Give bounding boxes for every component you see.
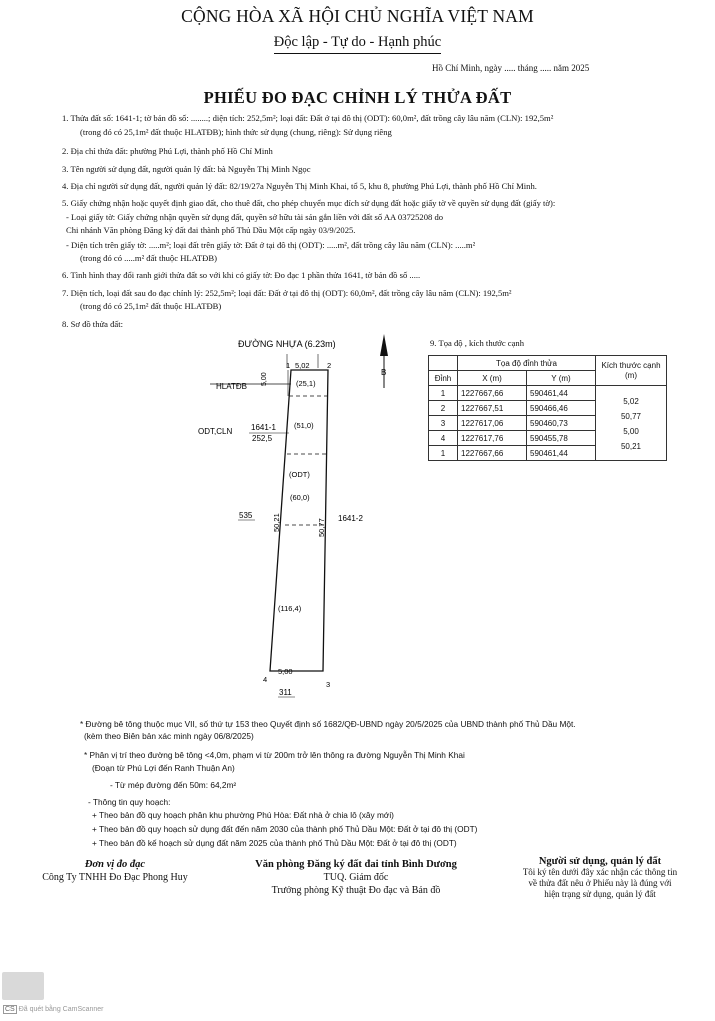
note-6: - Thông tin quy hoạch: xyxy=(88,797,171,807)
item-3: 3. Tên người sử dụng đất, người quản lý đất: bà Nguyễn Thị Minh Ngọc xyxy=(62,164,311,174)
coordinate-table xyxy=(428,355,667,461)
signature-surveyor xyxy=(40,858,190,884)
x-cell: 1227667,66 xyxy=(458,446,527,461)
surveyor-title: Đơn vị đo đạc xyxy=(84,859,146,870)
size-header: Kích thước cạnh (m) xyxy=(596,356,667,386)
motto-text: Độc lập - Tự do - Hạnh phúc xyxy=(274,34,441,54)
item-5a: 5. Giấy chứng nhận hoặc quyết định giao đất, cho thuê đất, cho phép chuyển mục đích sử dụng đất hoặc giấy tờ về quyền sử dụng đất (giấy tờ): xyxy=(62,198,556,208)
vertex-4: 4 xyxy=(263,675,268,684)
odt-area: (60,0) xyxy=(290,493,310,502)
coord-header: Tọa độ đỉnh thửa xyxy=(458,356,596,371)
cs-text: Đã quét bằng CamScanner xyxy=(18,1006,104,1013)
date-line: Hồ Chí Minh, ngày ..... tháng ..... năm 2025 xyxy=(432,63,590,73)
item-1a: 1. Thửa đất số: 1641-1; tờ bản đồ số: ........; diện tích: 252,5m²; loại đất: Đất ở tại đô thị (ODT): 60,0m², đất trồng cây lâu năm (CLN): 192,5m² xyxy=(62,113,554,123)
owner-line-2: về thửa đất nêu ở Phiếu này là đúng với xyxy=(528,878,672,888)
office-title: Văn phòng Đăng ký đất đai tỉnh Bình Dương xyxy=(255,859,457,870)
document-title: PHIẾU ĐO ĐẠC CHỈNH LÝ THỬA ĐẤT xyxy=(203,88,512,107)
item-5d: - Diện tích trên giấy tờ: .....m²; loại đất trên giấy tờ: Đất ở tại đô thị (ODT): .....m², đất trồng cây lâu năm (CLN): .....m² xyxy=(66,240,476,250)
parcel-no: 1641-1 xyxy=(251,423,276,432)
vertex-cell: 4 xyxy=(429,431,458,446)
note-8: + Theo bản đồ quy hoạch sử dụng đất đến năm 2030 của thành phố Thủ Dầu Một: Đất ở tại đô thị (ODT) xyxy=(92,824,478,834)
north-label: B xyxy=(381,368,387,377)
right-length: 50,77 xyxy=(317,518,326,537)
x-col: X (m) xyxy=(458,371,527,386)
size-cell xyxy=(596,386,667,461)
vertex-3: 3 xyxy=(326,680,331,689)
note-1: * Đường bê tông thuộc mục VII, số thứ tự 153 theo Quyết định số 1682/QĐ-UBND ngày 20/5/2025 của UBND thành phố Thủ Dầu Một. xyxy=(80,719,576,729)
size-value: 5,00 xyxy=(623,427,639,436)
item-8: 8. Sơ đồ thửa đất: xyxy=(62,319,123,329)
item-4: 4. Địa chỉ người sử dụng đất, người quản lý đất: 82/19/27a Nguyễn Thị Minh Khai, tổ 5, khu 8, phường Phú Lợi, thành phố Hồ Chí Minh. xyxy=(62,181,537,191)
vertex-cell: 2 xyxy=(429,401,458,416)
x-cell: 1227617,06 xyxy=(458,416,527,431)
size-value: 5,02 xyxy=(623,397,639,406)
surveyor-org: Công Ty TNHH Đo Đạc Phong Huy xyxy=(42,872,188,883)
corridor-label: HLATĐB xyxy=(216,382,247,391)
vertex-1: 1 xyxy=(286,361,291,370)
item-5c: Chi nhánh Văn phòng Đăng ký đất đai thành phố Thủ Dầu Một cấp ngày 03/9/2025. xyxy=(66,225,356,235)
size-value: 50,77 xyxy=(620,412,642,421)
vertex-col: Đỉnh xyxy=(429,371,458,386)
vertex-cell: 1 xyxy=(429,446,458,461)
odt-label: (ODT) xyxy=(289,470,310,479)
road-label: ĐƯỜNG NHỰA (6.23m) xyxy=(238,339,336,349)
neighbor-bottom: 311 xyxy=(279,688,292,697)
neighbor-left: 535 xyxy=(239,511,253,520)
motto xyxy=(0,34,715,54)
parcel-sketch xyxy=(190,330,420,700)
signature-office xyxy=(232,858,480,897)
note-4: (Đoạn từ Phú Lợi đến Ranh Thuận An) xyxy=(92,763,235,773)
north-arrow-head xyxy=(380,334,388,356)
top-width: 5,02 xyxy=(295,361,310,370)
table-head-row xyxy=(429,356,667,371)
office-line-2: Trưởng phòng Kỹ thuật Đo đạc và Bản đồ xyxy=(271,885,441,896)
nation-heading: CỘNG HÒA XÃ HỘI CHỦ NGHĨA VIỆT NAM xyxy=(181,6,534,26)
area-51: (51,0) xyxy=(294,421,314,430)
bottom-width: 5,00 xyxy=(278,667,293,676)
corridor-depth: 5,00 xyxy=(261,372,268,386)
y-cell: 590466,46 xyxy=(527,401,596,416)
table-caption: 9. Tọa độ , kích thước cạnh xyxy=(430,338,525,348)
neighbor-right: 1641-2 xyxy=(338,514,363,523)
item-7b: (trong đó có 25,1m² đất thuộc HLATĐB) xyxy=(80,301,222,311)
area-1164: (116,4) xyxy=(278,604,302,613)
y-cell: 590460,73 xyxy=(527,416,596,431)
camscanner-watermark xyxy=(3,1006,104,1013)
cs-badge: CS xyxy=(5,1006,15,1013)
item-5b: - Loại giấy tờ: Giấy chứng nhận quyền sử dụng đất, quyền sở hữu tài sản gắn liền với đất số AA 03725208 do xyxy=(66,212,444,222)
vertex-header xyxy=(429,356,458,371)
table-row xyxy=(429,386,667,401)
item-7a: 7. Diện tích, loại đất sau đo đạc chỉnh lý: 252,5m²; loại đất: Đất ở tại đô thị (ODT): 60,0m², đất trồng cây lâu năm (CLN): 192,5m² xyxy=(62,288,512,298)
vertex-cell: 3 xyxy=(429,416,458,431)
corridor-area: (25,1) xyxy=(296,379,316,388)
owner-line-3: hiện trạng sử dụng, quản lý đất xyxy=(544,889,656,899)
vertex-2: 2 xyxy=(327,361,332,370)
x-cell: 1227667,66 xyxy=(458,386,527,401)
note-5: - Từ mép đường đến 50m: 64,2m² xyxy=(110,780,237,790)
signature-owner xyxy=(500,856,700,900)
note-7: + Theo bản đồ quy hoạch phân khu phường Phú Hòa: Đất nhà ở chia lô (xây mới) xyxy=(92,810,394,820)
y-cell: 590461,44 xyxy=(527,446,596,461)
size-value: 50,21 xyxy=(620,442,642,451)
office-line-1: TUQ. Giám đốc xyxy=(323,872,389,883)
owner-title: Người sử dụng, quản lý đất xyxy=(538,856,662,867)
y-cell: 590461,44 xyxy=(527,386,596,401)
note-3: * Phân vị trí theo đường bê tông <4,0m, phạm vi từ 200m trở lên thông ra đường Nguyễn Thị Minh Khai xyxy=(84,750,465,760)
vertex-cell: 1 xyxy=(429,386,458,401)
item-6: 6. Tình hình thay đổi ranh giới thửa đất so với khi có giấy tờ: Đo đạc 1 phần thửa 1641, tờ bản đồ số ..... xyxy=(62,270,421,280)
left-length: 50,21 xyxy=(272,513,281,532)
y-col: Y (m) xyxy=(527,371,596,386)
y-cell: 590455,78 xyxy=(527,431,596,446)
landuse-label: ODT,CLN xyxy=(198,427,233,436)
x-cell: 1227617,76 xyxy=(458,431,527,446)
note-9: + Theo bản đồ kế hoạch sử dụng đất năm 2025 của thành phố Thủ Dầu Một: Đất ở tại đô thị (ODT) xyxy=(92,838,457,848)
item-5e: (trong đó có .....m² đất thuộc HLATĐB) xyxy=(80,253,217,263)
item-1b: (trong đó có 25,1m² đất thuộc HLATĐB); hình thức sử dụng (chung, riêng): Sử dụng riêng xyxy=(80,127,392,137)
owner-line-1: Tôi ký tên dưới đây xác nhận các thông tin xyxy=(522,867,678,877)
x-cell: 1227667,51 xyxy=(458,401,527,416)
parcel-area: 252,5 xyxy=(252,434,273,443)
item-2: 2. Địa chỉ thửa đất: phường Phú Lợi, thành phố Hồ Chí Minh xyxy=(62,146,273,156)
note-2: (kèm theo Biên bản xác minh ngày 06/8/2025) xyxy=(84,731,254,741)
camscanner-logo xyxy=(2,972,44,1000)
